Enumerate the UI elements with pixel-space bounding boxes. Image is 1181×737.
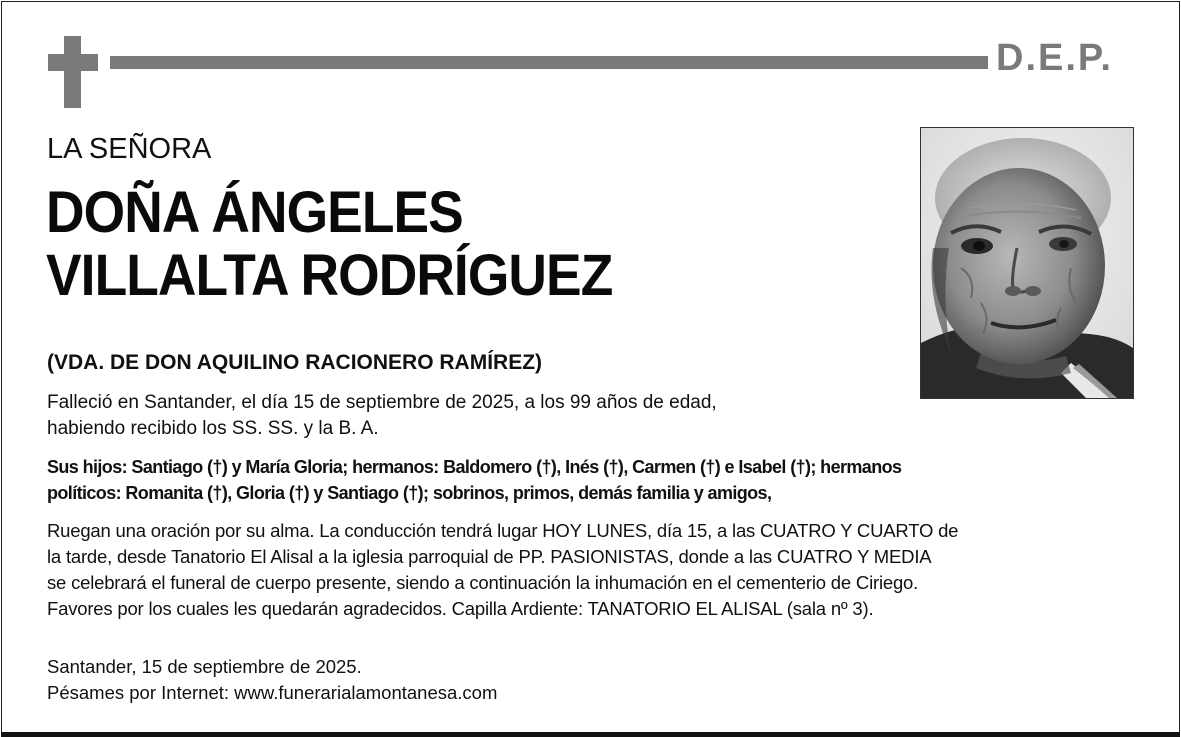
deceased-name bbox=[46, 181, 612, 307]
header-rule bbox=[110, 56, 988, 69]
honorific: LA SEÑORA bbox=[47, 133, 212, 165]
prayer-line-1: Ruegan una oración por su alma. La conducción tendrá lugar HOY LUNES, día 15, a las CUATRO Y CUARTO de bbox=[47, 520, 959, 541]
family-line-2: políticos: Romanita (†), Gloria (†) y Santiago (†); sobrinos, primos, demás familia y amigos, bbox=[47, 483, 772, 503]
widow-of: (VDA. DE DON AQUILINO RACIONERO RAMÍREZ) bbox=[47, 351, 543, 374]
death-line-1: Falleció en Santander, el día 15 de septiembre de 2025, a los 99 años de edad, bbox=[47, 392, 717, 413]
death-line-2: habiendo recibido los SS. SS. y la B. A. bbox=[47, 418, 379, 439]
dep-label: D.E.P. bbox=[996, 37, 1113, 79]
condolences-link[interactable]: Pésames por Internet: www.funerarialamontanesa.com bbox=[47, 682, 498, 703]
prayer-line-3: se celebrará el funeral de cuerpo presente, siendo a continuación la inhumación en el cementerio de Ciriego. bbox=[47, 572, 919, 593]
prayer-line-4: Favores por los cuales les quedarán agradecidos. Capilla Ardiente: TANATORIO EL ALISAL (sala nº 3). bbox=[47, 598, 874, 619]
ceremony-details bbox=[47, 518, 1147, 622]
prayer-line-2: la tarde, desde Tanatorio El Alisal a la iglesia parroquial de PP. PASIONISTAS, donde a las CUATRO Y MEDIA bbox=[47, 546, 932, 567]
death-announcement bbox=[47, 390, 717, 442]
portrait-image bbox=[921, 128, 1133, 398]
family-line-1: Sus hijos: Santiago (†) y María Gloria; hermanos: Baldomero (†), Inés (†), Carmen (†) e Isabel (†); hermanos bbox=[47, 457, 902, 477]
portrait-photo bbox=[920, 127, 1134, 399]
family-list bbox=[47, 454, 1142, 506]
name-line-1: DOÑA ÁNGELES bbox=[46, 180, 463, 245]
place-date: Santander, 15 de septiembre de 2025. bbox=[47, 656, 362, 677]
name-line-2: VILLALTA RODRÍGUEZ bbox=[46, 243, 613, 308]
